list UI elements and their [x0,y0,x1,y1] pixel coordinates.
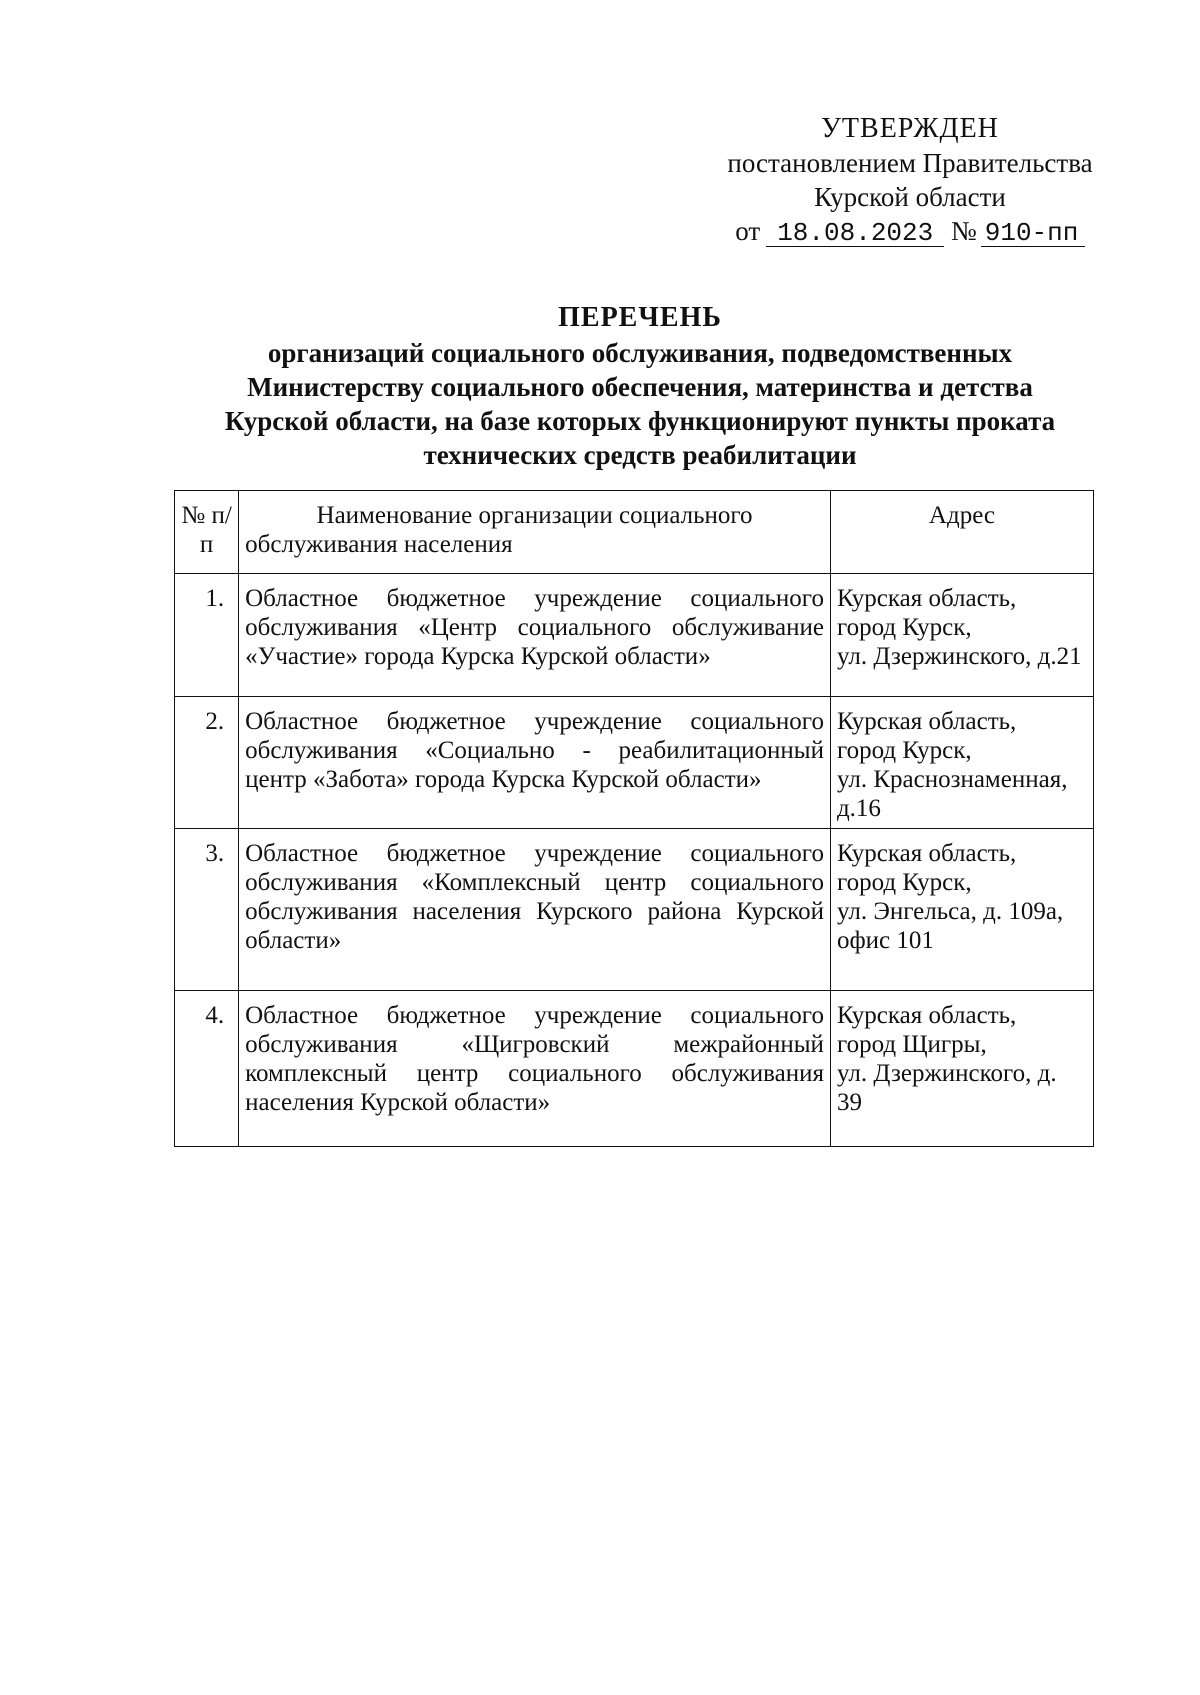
address-line: Курская область, [836,840,1017,867]
row-org: Областное бюджетное учреждение социального обслуживания «Комплексный центр социального обслуживания населения Курского района Курской области» [239,829,831,991]
title-line-2: Министерству социального обеспечения, материнства и детства [247,372,1033,402]
address-line: офис 101 [836,927,934,954]
row-org: Областное бюджетное учреждение социального обслуживания «Центр социального обслуживание «Участие» города Курска Курской области» [239,574,831,697]
address-line: Курская область, [836,708,1017,735]
table-row [175,991,1094,1147]
date-prefix: от [735,216,761,246]
row-num: 4. [175,991,239,1147]
approval-date: 18.08.2023 [766,220,944,247]
header-num: № п/п [175,491,239,574]
row-org: Областное бюджетное учреждение социального обслуживания «Щигровский межрайонный комплексный центр социального обслуживания населения Курской области» [239,991,831,1147]
title-heading: ПЕРЕЧЕНЬ [558,302,722,333]
address-line: ул. Дзержинского, д.21 [836,643,1082,670]
title-line-3: Курской области, на базе которых функционируют пункты проката [224,406,1056,436]
organizations-table [174,490,1094,1147]
approval-date-line [710,214,1110,248]
row-address [830,829,1093,991]
number-prefix: № [950,216,977,246]
address-line: город Курск, [836,869,972,896]
title-line-4: технических средств реабилитации [423,440,857,470]
table-row [175,829,1094,991]
approval-line-1: постановлением Правительства [727,148,1093,178]
address-line: ул. Краснознаменная, д.16 [836,766,1068,822]
row-org: Областное бюджетное учреждение социального обслуживания «Социально - реабилитационный центр «Забота» города Курска Курской области» [239,697,831,829]
document-title [150,300,1130,472]
row-address [830,697,1093,829]
table-header-row [175,491,1094,574]
address-line: город Курск, [836,614,972,641]
approval-number: 910-пп [981,220,1085,247]
table-row [175,574,1094,697]
row-num: 3. [175,829,239,991]
row-address [830,574,1093,697]
address-line: город Щигры, [836,1031,987,1058]
header-address: Адрес [830,491,1093,574]
address-line: Курская область, [836,1002,1017,1029]
address-line: город Курск, [836,737,972,764]
header-org: Наименование организации социального обслуживания населения [239,491,831,574]
address-line: Курская область, [836,585,1017,612]
approval-line-2: Курской области [814,182,1006,212]
table-row [175,697,1094,829]
approved-label: УТВЕРЖДЕН [821,113,999,144]
address-line: ул. Энгельса, д. 109а, [836,898,1064,925]
address-line: ул. Дзержинского, д. 39 [836,1060,1057,1116]
row-num: 1. [175,574,239,697]
title-line-1: организаций социального обслуживания, подведомственных [267,338,1013,368]
row-address [830,991,1093,1147]
approval-stamp [710,112,1110,248]
row-num: 2. [175,697,239,829]
